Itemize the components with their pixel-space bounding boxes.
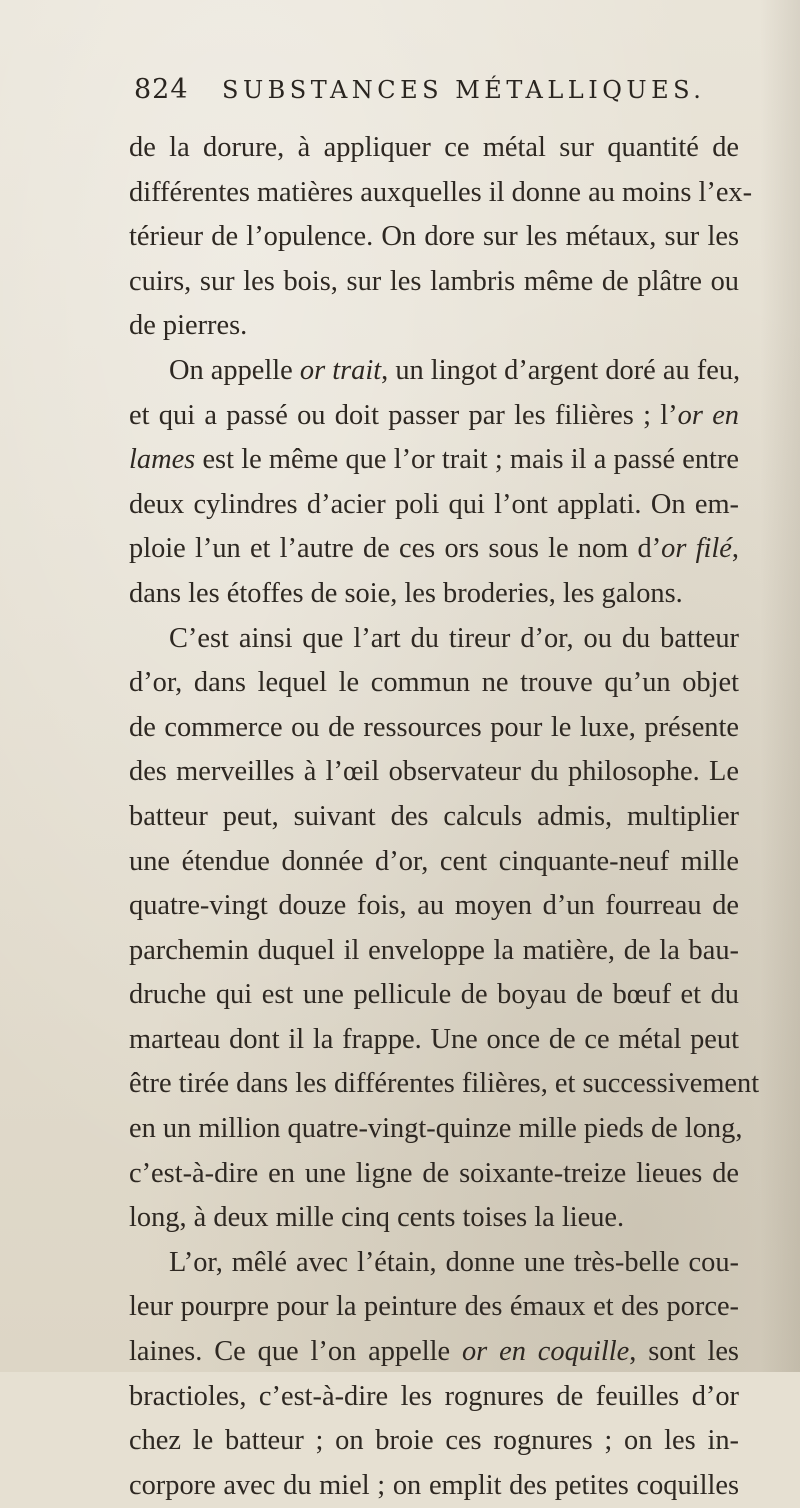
text-line: quatre-vingt douze fois, au moyen d’un fourreau de [129,890,739,922]
text-line: L’or, mêlé avec l’étain, donne une très-belle cou- [169,1246,739,1278]
text-line: marteau dont il la frappe. Une once de ce métal peut [129,1023,739,1055]
text-line: de la dorure, à appliquer ce métal sur quantité de [129,132,739,163]
body-text [129,126,760,1508]
text-line: de pierres. [129,310,248,342]
text-line: de commerce ou de ressources pour le luxe, présente [129,711,739,743]
page-edge-shadow [760,0,800,1372]
term-italic: or filé [661,533,732,565]
page-number: 824 [134,74,189,105]
text-line: druche qui est une pellicule de boyau de bœuf et du [129,979,739,1011]
text-line: des merveilles à l’œil observateur du philosophe. Le [129,756,739,788]
text-line: c’est-à-dire en une ligne de soixante-treize lieues de [129,1157,739,1189]
text-line: long, à deux mille cinq cents toises la lieue. [129,1202,625,1234]
text-line: être tirée dans les différentes filières, et successivement [129,1068,760,1100]
text-run: ploie l’un et l’autre de ces ors sous le nom d’ [129,533,662,565]
text-run: , sont les [629,1336,739,1368]
text-line [129,1330,739,1375]
text-run: et qui a passé ou doit passer par les filières ; l’ [129,399,678,431]
text-line: en un million quatre-vingt-quinze mille pieds de long, [129,1113,743,1145]
text-line: dans les étoffes de soie, les broderies, les galons. [129,577,683,609]
text-line [129,349,739,394]
text-line: bractioles, c’est-à-dire les rognures de feuilles d’or [129,1380,739,1412]
term-italic: or en coquille [461,1336,630,1368]
text-run: , [731,533,739,565]
text-line: C’est ainsi que l’art du tireur d’or, ou du batteur [169,622,739,654]
text-line: parchemin duquel il enveloppe la matière, de la bau- [129,934,739,966]
running-title: SUBSTANCES MÉTALLIQUES. [222,76,706,104]
term-italic: or en [677,399,739,431]
text-line: chez le batteur ; on broie ces rognures ; on les in- [129,1425,739,1457]
page-header [112,74,752,114]
text-line: leur pourpre pour la peinture des émaux et des porce- [129,1291,739,1323]
text-line: cuirs, sur les bois, sur les lambris même de plâtre ou [129,265,739,297]
text-line: térieur de l’opulence. On dore sur les métaux, sur les [129,221,739,253]
text-line: batteur peut, suivant des calculs admis, multiplier [129,800,739,832]
text-run: est le même que l’or trait ; mais il a passé entre [195,444,739,476]
text-line: deux cylindres d’acier poli qui l’ont applati. On em- [129,488,739,520]
text-line: corpore avec du miel ; on emplit des petites coquilles [129,1469,739,1501]
text-run: , un lingot d’argent doré au feu, [381,354,741,386]
text-line [129,394,739,439]
term-italic: lames [129,444,196,476]
text-line [129,438,739,483]
text-line [129,527,739,572]
text-line: une étendue donnée d’or, cent cinquante-neuf mille [129,845,739,877]
text-run: laines. Ce que l’on appelle [129,1336,462,1368]
text-line: différentes matières auxquelles il donne au moins l’ex- [129,176,753,208]
term-italic: or trait [299,354,382,386]
text-line: d’or, dans lequel le commun ne trouve qu’un objet [129,667,739,699]
text-run: On appelle [169,354,300,386]
